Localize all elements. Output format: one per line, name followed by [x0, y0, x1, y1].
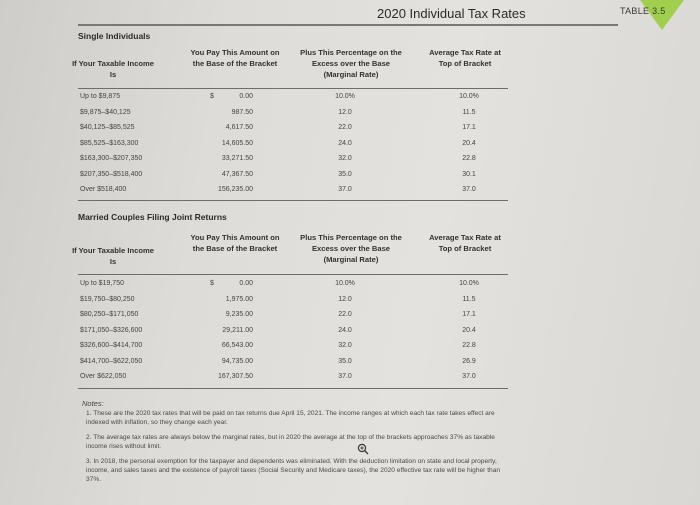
- married-row-amount: 29,211.00: [222, 326, 253, 334]
- single-row-income: $9,875–$40,125: [80, 108, 131, 116]
- single-row-amount: 156,235.00: [217, 186, 253, 193]
- married-row-income: $80,250–$171,050: [80, 311, 139, 318]
- note-2: 2. The average tax rates are always below the marginal rates, but in 2020 the average at the top of the brackets approaches 37% as taxable income rises without limit.: [86, 434, 495, 450]
- married-row-amount: 66,543.00: [221, 342, 253, 349]
- married-header-marginal: Plus This Percentage on the Excess over the Base (Marginal Rate): [300, 233, 402, 264]
- married-row-average: 22.8: [462, 342, 476, 349]
- page-title: 2020 Individual Tax Rates: [377, 6, 526, 21]
- single-row-income: $85,525–$163,300: [80, 139, 139, 147]
- title-rule: [78, 24, 618, 26]
- single-row-marginal: 24.0: [338, 139, 352, 147]
- married-header-average: Average Tax Rate at Top of Bracket: [429, 233, 501, 253]
- married-row-income: $171,050–$326,600: [80, 326, 143, 334]
- single-bottom-rule: [78, 200, 508, 201]
- single-header-average: Average Tax Rate at Top of Bracket: [429, 48, 501, 68]
- single-row-marginal: 37.0: [338, 186, 352, 193]
- single-row-income: Over $518,400: [80, 186, 127, 193]
- single-row-income: $163,300–$207,350: [80, 155, 143, 162]
- single-section-title: Single Individuals: [78, 31, 151, 41]
- married-row-marginal: 32.0: [338, 342, 352, 349]
- married-row-amount: 0.00: [239, 280, 253, 287]
- table-label: TABLE 3.5: [620, 6, 666, 16]
- single-row-marginal: 22.0: [338, 124, 352, 131]
- married-bottom-rule: [78, 388, 508, 389]
- married-row-average: 17.1: [462, 311, 476, 318]
- married-row-income: $19,750–$80,250: [80, 295, 135, 303]
- single-row-marginal: 10.0%: [335, 93, 355, 100]
- married-row-amount: 1,975.00: [225, 295, 253, 303]
- single-row-average: 10.0%: [459, 93, 479, 100]
- single-row-income: Up to $9,875: [80, 93, 121, 100]
- married-row-average: 20.4: [462, 326, 476, 334]
- notes-title: Notes:: [82, 399, 104, 408]
- married-row-amount: 167,307.50: [217, 373, 253, 380]
- married-row-marginal: 10.0%: [335, 280, 355, 287]
- single-row-average: 11.5: [462, 108, 476, 116]
- married-row-average: 10.0%: [459, 280, 479, 287]
- single-header-amount: You Pay This Amount on the Base of the Bracket: [190, 48, 280, 68]
- married-row-amount: 94,735.00: [221, 357, 253, 365]
- married-section-title: Married Couples Filing Joint Returns: [78, 212, 227, 222]
- single-row-amount: 0.00: [239, 93, 253, 100]
- single-row-marginal: 12.0: [338, 108, 352, 116]
- married-row-amount: 9,235.00: [225, 311, 253, 318]
- married-row-marginal: 12.0: [338, 295, 352, 303]
- single-row-amount: 47,367.50: [221, 170, 253, 178]
- single-row-average: 22.8: [462, 155, 476, 162]
- single-row-amount: 987.50: [231, 108, 253, 116]
- single-row-average: 30.1: [462, 170, 476, 178]
- married-header-income: If Your Taxable Income Is: [72, 246, 154, 266]
- single-row-average: 20.4: [462, 139, 476, 147]
- married-header-amount: You Pay This Amount on the Base of the Bracket: [190, 233, 280, 253]
- single-row-marginal: 35.0: [338, 170, 352, 178]
- single-header-rule: [78, 88, 508, 89]
- single-row-income: $207,350–$518,400: [80, 170, 143, 178]
- married-row-marginal: 22.0: [338, 311, 352, 318]
- married-row-average: 37.0: [462, 373, 476, 380]
- single-row-income: $40,125–$85,525: [80, 124, 135, 131]
- single-row-average: 37.0: [462, 186, 476, 193]
- married-row-marginal: 24.0: [338, 326, 352, 334]
- single-row-average: 17.1: [462, 124, 476, 131]
- single-dollar-sign: $: [210, 93, 214, 100]
- married-row-income: $326,600–$414,700: [80, 342, 143, 349]
- married-header-rule: [78, 274, 508, 275]
- note-1: 1. These are the 2020 tax rates that will be paid on tax returns due April 15, 2021. The income ranges at which each tax rate takes effect are indexed with inflation, so they change each year.: [86, 410, 495, 426]
- single-row-marginal: 32.0: [338, 155, 352, 162]
- married-row-income: $414,700–$622,050: [80, 357, 143, 365]
- note-3: 3. In 2018, the personal exemption for the taxpayer and dependents was eliminated. With the deduction limitation on state and local property, income, and sales taxes and the existence of payroll taxes (Social Security and Medicare taxes), the 2020 effective tax rate will be higher than 37%.: [86, 458, 501, 483]
- married-row-marginal: 35.0: [338, 357, 352, 365]
- married-row-marginal: 37.0: [338, 373, 352, 380]
- single-header-income: If Your Taxable Income Is: [72, 59, 154, 79]
- married-row-average: 26.9: [462, 357, 476, 365]
- single-row-amount: 4,617.50: [225, 124, 253, 131]
- married-row-income: Over $622,050: [80, 373, 127, 380]
- married-row-average: 11.5: [462, 295, 476, 303]
- single-row-amount: 14,605.50: [221, 139, 253, 147]
- single-header-marginal: Plus This Percentage on the Excess over the Base (Marginal Rate): [300, 48, 402, 79]
- married-row-income: Up to $19,750: [80, 280, 124, 287]
- married-dollar-sign: $: [210, 280, 214, 287]
- single-row-amount: 33,271.50: [221, 155, 253, 162]
